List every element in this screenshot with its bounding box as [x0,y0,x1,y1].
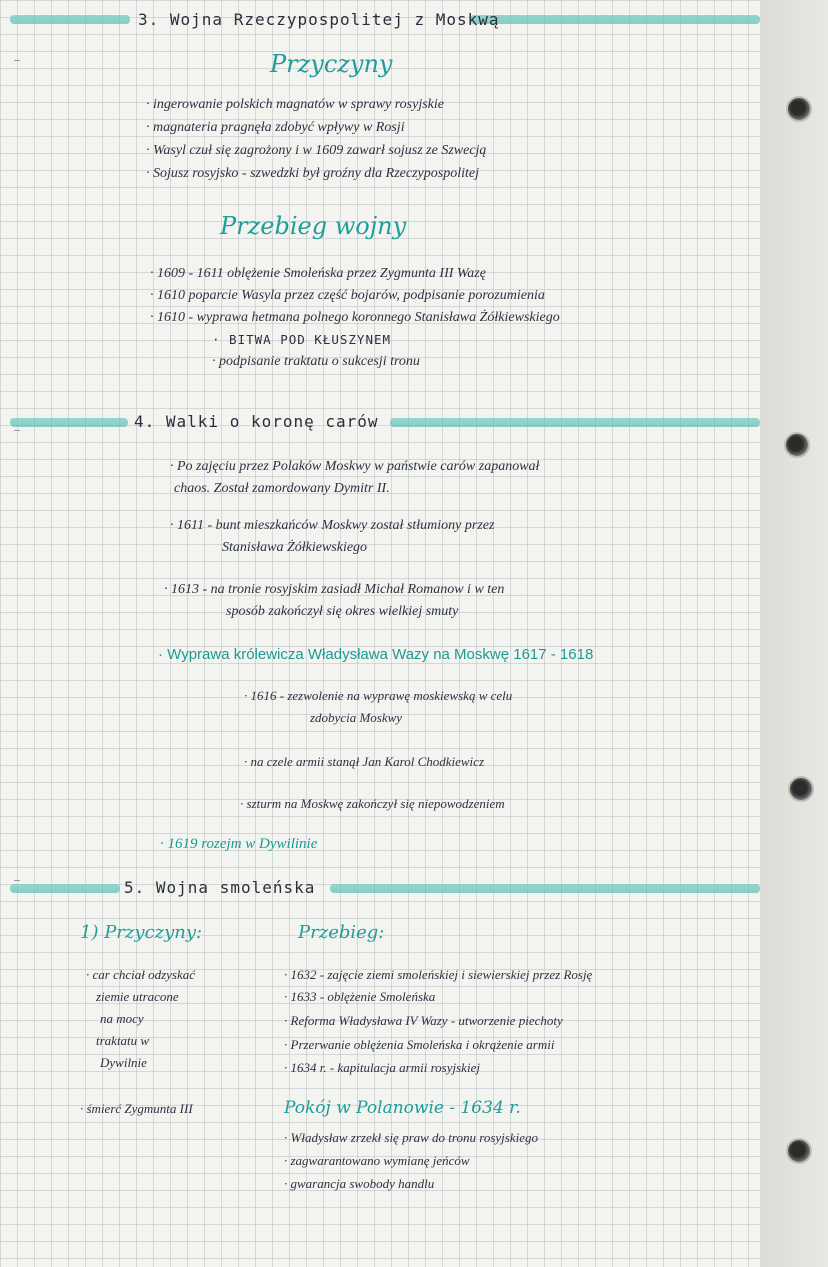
course-subitem: · BITWA POD KŁUSZYNEM [212,332,392,347]
course-title: Przebieg wojny [220,212,407,240]
highlight-stripe [470,15,760,24]
margin-tick [14,880,20,881]
course-item: · Przerwanie oblężenia Smoleńska i okrążenie armii [284,1037,555,1052]
section4-item: sposób zakończył się okres wielkiej smuty [226,604,459,619]
cause-item: Dywilnie [100,1055,147,1070]
cause-item: · car chciał odzyskać [86,967,196,982]
punch-hole [784,432,810,458]
course-item: · 1610 - wyprawa hetmana polnego koronnego Stanisława Żółkiewskiego [150,310,560,325]
margin-tick [14,60,20,61]
course-item: · 1610 poparcie Wasyla przez część bojarów, podpisanie porozumienia [150,288,545,303]
highlight-stripe [330,884,760,893]
section-5-heading: 5. Wojna smoleńska [124,878,316,897]
causes-title-2: 1) Przyczyny: [80,922,203,943]
section4-item: Stanisława Żółkiewskiego [222,540,368,555]
causes-title: Przyczyny [270,50,393,78]
punch-hole [786,1138,812,1164]
section4-item: · Po zajęciu przez Polaków Moskwy w państwie carów zapanował [170,459,540,474]
cause-item: · ingerowanie polskich magnatów w sprawy rosyjskie [146,97,444,112]
course-item: · 1634 r. - kapitulacja armii rosyjskiej [284,1060,480,1075]
cause-item: traktatu w [96,1033,150,1048]
expedition-item: · na czele armii stanął Jan Karol Chodkiewicz [244,754,484,769]
expedition-item: · 1616 - zezwolenie na wyprawę moskiewską w celu [244,688,513,703]
highlight-stripe [10,15,130,24]
cause-item: · Wasyl czuł się zagrożony i w 1609 zawarł sojusz ze Szwecją [146,143,487,158]
binder-margin [760,0,828,1267]
punch-hole [786,96,812,122]
punch-hole [788,776,814,802]
truce-item: · 1619 rozejm w Dywilinie [160,836,318,852]
course-title-2: Przebieg: [298,922,385,943]
expedition-item: · szturm na Moskwę zakończył się niepowodzeniem [240,796,505,811]
peace-item: · zagwarantowano wymianę jeńców [284,1153,470,1168]
section4-item: · 1613 - na tronie rosyjskim zasiadł Michał Romanow i w ten [164,582,505,597]
course-item: · 1609 - 1611 oblężenie Smoleńska przez Zygmunta III Wazę [150,266,486,281]
highlight-stripe [390,418,760,427]
course-item: · Reforma Władysława IV Wazy - utworzenie piechoty [284,1013,563,1028]
cause-item: · Sojusz rosyjsko - szwedzki był groźny dla Rzeczypospolitej [146,166,479,181]
section-3-heading: 3. Wojna Rzeczypospolitej z Moskwą [138,10,500,29]
expedition-title: · Wyprawa królewicza Władysława Wazy na Moskwę 1617 - 1618 [158,646,594,663]
highlight-stripe [10,884,120,893]
section4-item: chaos. Został zamordowany Dymitr II. [174,481,390,496]
course-subitem: · podpisanie traktatu o sukcesji tronu [212,354,420,369]
margin-tick [14,430,20,431]
cause-item: ziemie utracone [96,989,179,1004]
expedition-item: zdobycia Moskwy [310,710,403,725]
peace-item: · gwarancja swobody handlu [284,1176,435,1191]
cause-item: · śmierć Zygmunta III [80,1101,193,1116]
section-4-heading: 4. Walki o koronę carów [134,412,379,431]
peace-title: Pokój w Polanowie - 1634 r. [284,1098,521,1118]
cause-item: · magnateria pragnęła zdobyć wpływy w Rosji [146,120,405,135]
highlight-stripe [10,418,128,427]
peace-item: · Władysław zrzekł się praw do tronu rosyjskiego [284,1130,538,1145]
course-item: · 1632 - zajęcie ziemi smoleńskiej i siewierskiej przez Rosję [284,967,593,982]
cause-item: na mocy [100,1011,144,1026]
section4-item: · 1611 - bunt mieszkańców Moskwy został stłumiony przez [170,518,495,533]
course-item: · 1633 - oblężenie Smoleńska [284,989,436,1004]
